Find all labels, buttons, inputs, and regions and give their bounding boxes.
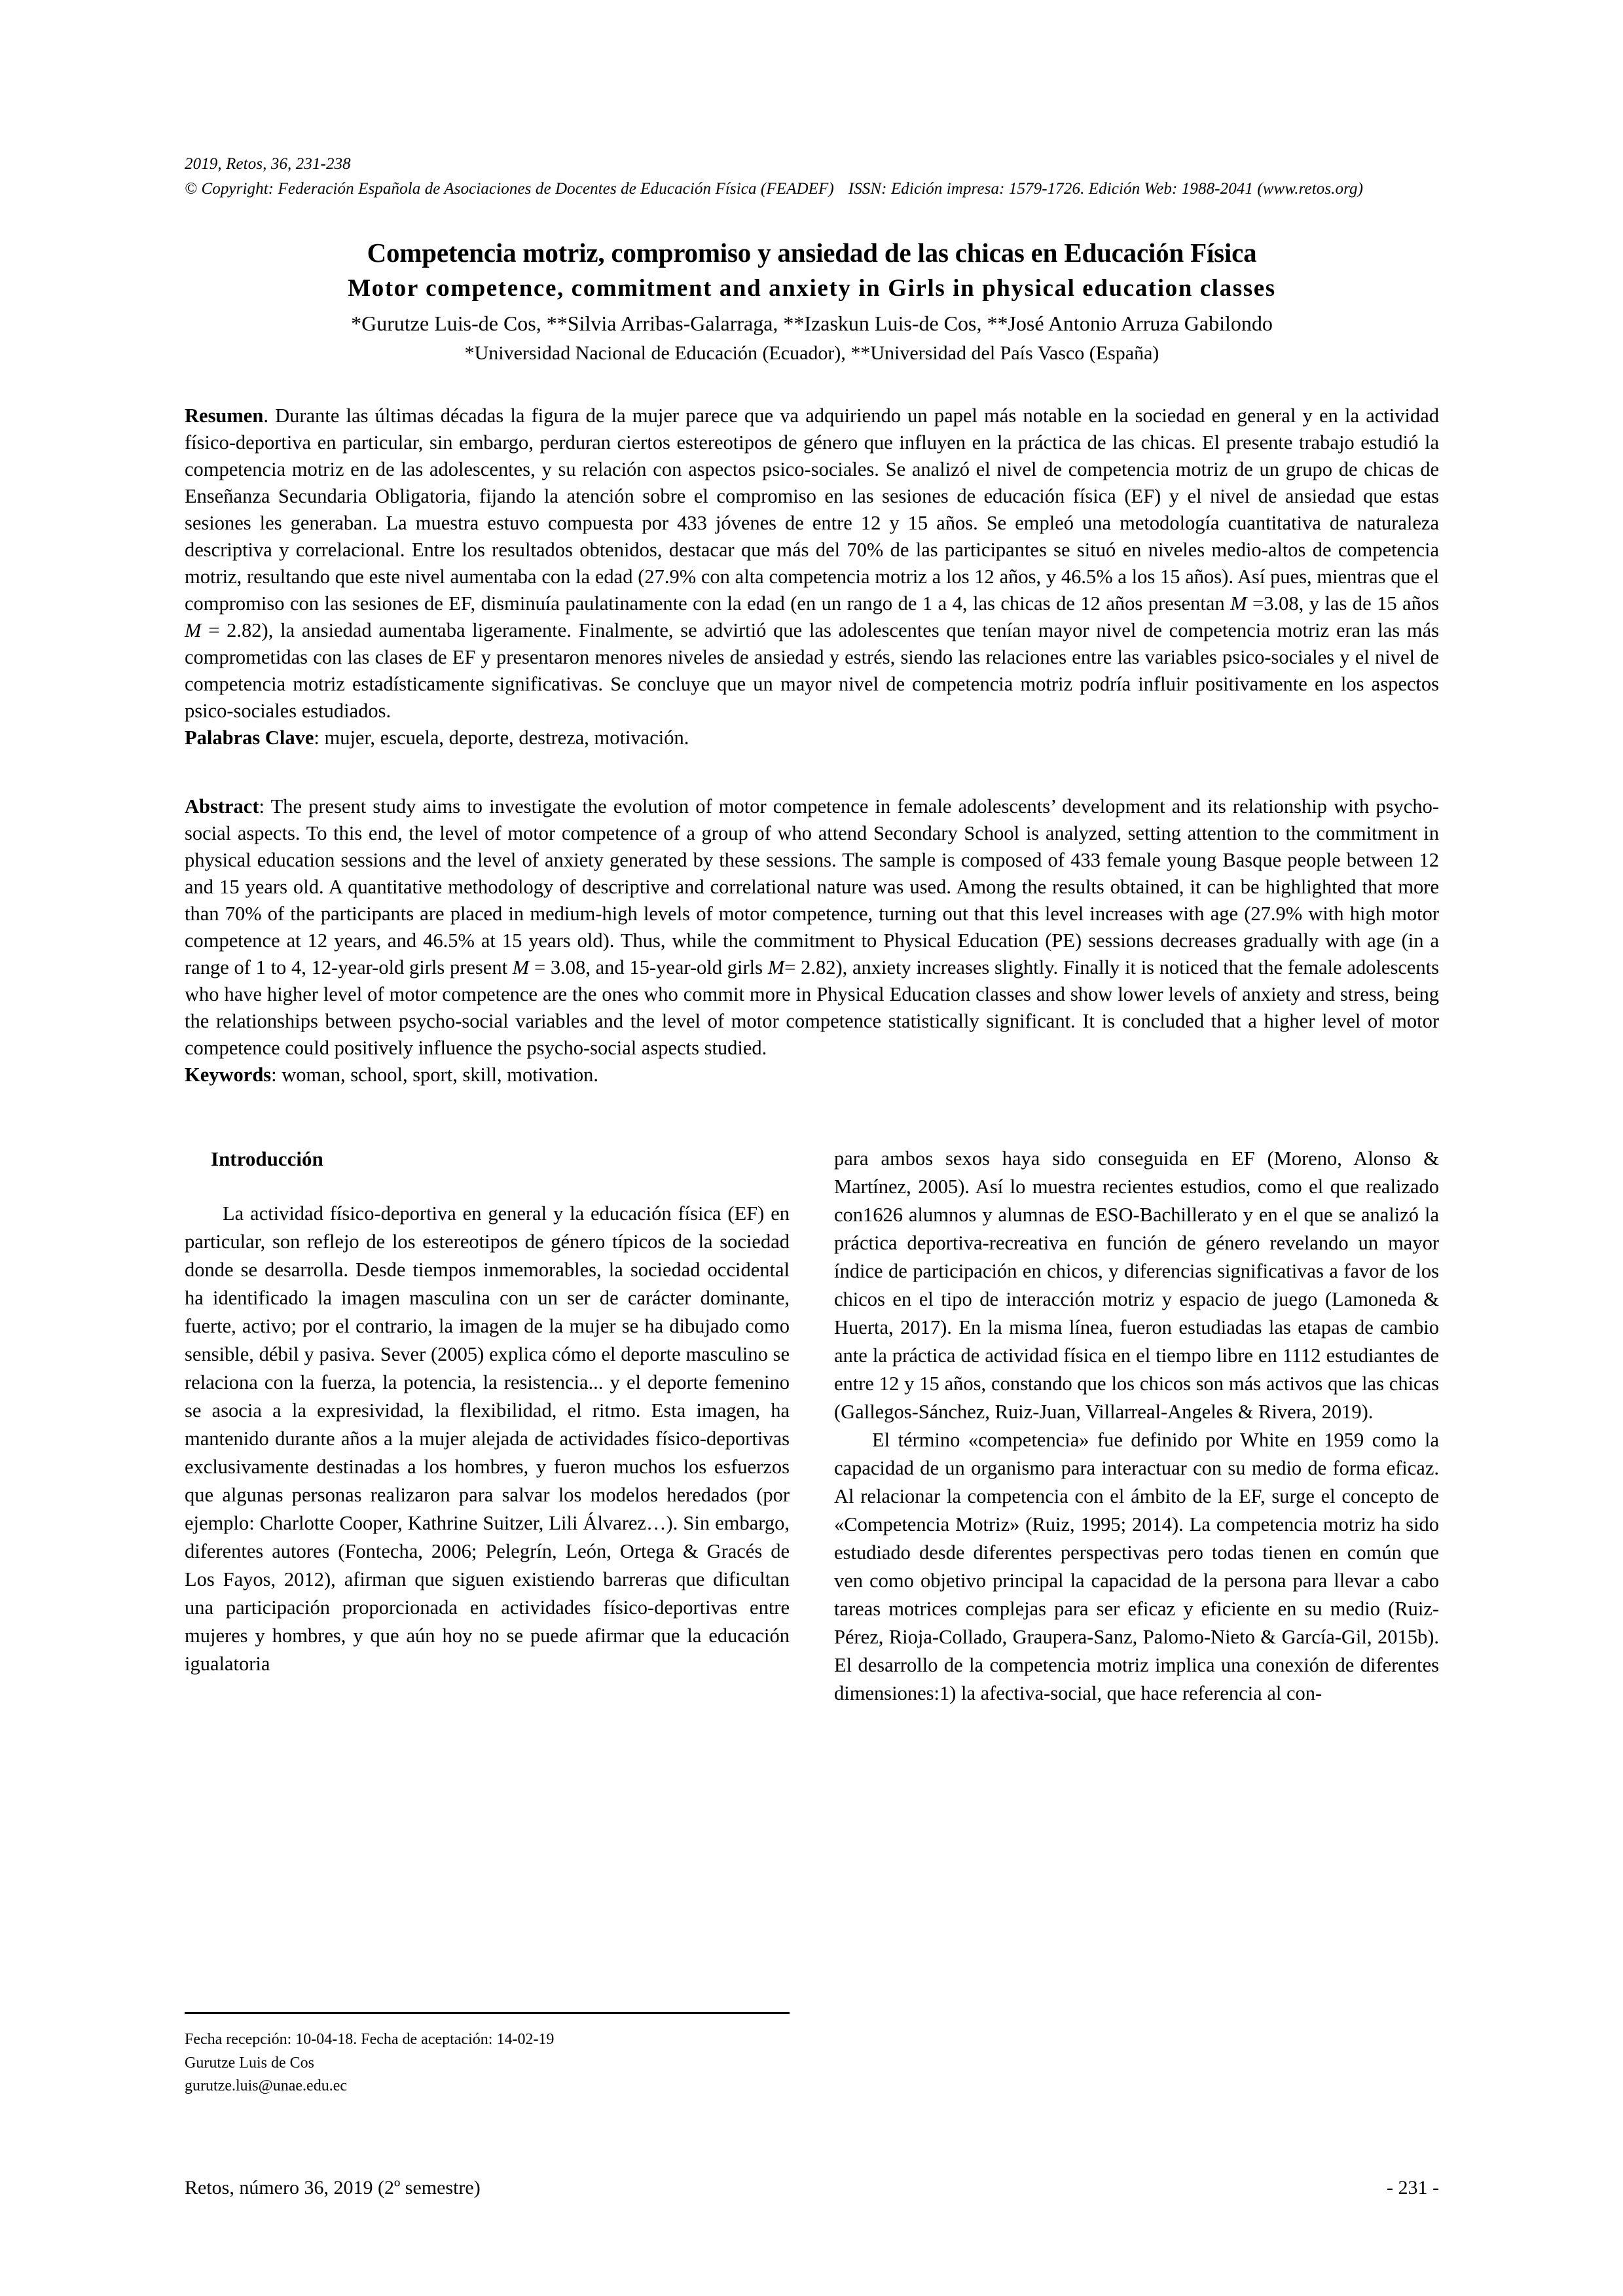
page-content: [185, 152, 1439, 1708]
right-column-paragraph-1: para ambos sexos haya sido conseguida en EF (Moreno, Alonso & Martínez, 2005). Así lo muestra recientes estudios, como el que realizado con1626 alumnos y alumnas de ESO-Bachillerato y en el que se analizó la práctica deportiva-recreativa en función de género revelando un mayor índice de participación en chicos, y diferencias significativas a favor de los chicos en el tipo de interacción motriz y espacio de juego (Lamoneda & Huerta, 2017). En la misma línea, fueron estudiadas las etapas de cambio ante la práctica de actividad física en el tiempo libre en 1112 estudiantes de entre 12 y 15 años, constando que los chicos son más activos que las chicas (Gallegos-Sánchez, Ruiz-Juan, Villarreal-Angeles & Rivera, 2019).: [834, 1147, 1439, 1424]
body-columns: [185, 1145, 1439, 1708]
abstract-text-3: = 2.82), anxiety increases slightly. Finally it is noticed that the female adolescents who have higher level of motor competence are the ones who commit more in Physical Education classes and show lower levels of anxiety and stress, being the relationships between psycho-social variables and the level of motor competence statistically significant. It is concluded that a higher level of motor competence could positively influence the psycho-social aspects studied.: [185, 956, 1440, 1060]
page-title-english: Motor competence, commitment and anxiety in Girls in physical education classes: [348, 275, 1276, 302]
abstract-section: [185, 793, 1439, 1088]
resumen-label: Resumen: [185, 404, 264, 427]
affiliation-list: *Universidad Nacional de Educación (Ecuador), **Universidad del País Vasco (España): [464, 342, 1159, 365]
page-number: - 231 -: [1387, 2177, 1439, 2198]
right-column-paragraph-2: El término «competencia» fue definido por White en 1959 como la capacidad de un organismo para interactuar con su medio de forma eficaz. Al relacionar la competencia con el ámbito de la EF, surge el concepto de «Competencia Motriz» (Ruiz, 1995; 2014). La competencia motriz ha sido estudiado desde diferentes perspectivas pero todas tienen en común que ven como objetivo principal la capacidad de la persona para llevar a cabo tareas motrices complejas para ser eficaz y eficiente en su medio (Ruiz-Pérez, Rioja-Collado, Graupera-Sanz, Palomo-Nieto & García-Gil, 2015b). El desarrollo de la competencia motriz implica una conexión de diferentes dimensiones:1) la afectiva-social, que hace referencia al con-: [834, 1429, 1439, 1705]
abstract-paragraph: [185, 793, 1439, 1062]
left-column-paragraph-1: La actividad físico-deportiva en general y la educación física (EF) en particular, son reflejo de los estereotipos de género típicos de la sociedad donde se desarrolla. Desde tiempos inmemorables, la sociedad occidental ha identificado la imagen masculina con un ser de carácter dominante, fuerte, activo; por el contrario, la imagen de la mujer se ha dibujado como sensible, débil y pasiva. Sever (2005) explica cómo el deporte masculino se relaciona con la fuerza, la potencia, la resistencia... y el deporte femenino se asocia a la expresividad, la flexibilidad, el ritmo. Esta imagen, ha mantenido durante años a la mujer alejada de actividades físico-deportivas exclusivamente destinadas a los hombres, y fueron muchos los esfuerzos que algunas personas realizaron para salvar los modelos heredados (por ejemplo: Charlotte Cooper, Kathrine Suitzer, Lili Álvarez…). Sin embargo, diferentes autores (Fontecha, 2006; Pelegrín, León, Ortega & Gracés de Los Fayos, 2012), afirman que siguen existiendo barreras que dificultan una participación proporcionada en actividades físico-deportivas entre mujeres y hombres, y que aún hoy no se puede afirmar que la educación igualatoria: [185, 1202, 790, 1676]
masthead-copyright: © Copyright: Federación Española de Asociaciones de Docentes de Educación Física (FEADEF): [185, 180, 834, 198]
page-footer-journal: Retos, número 36, 2019 (2º semestre): [185, 2177, 481, 2198]
left-column: [185, 1145, 790, 1708]
resumen-section: [185, 403, 1439, 751]
author-list: *Gurutze Luis-de Cos, **Silvia Arribas-Galarraga, **Izaskun Luis-de Cos, **José Antonio Arruza Gabilondo: [351, 312, 1273, 336]
resumen-m-symbol-1: M: [1230, 592, 1247, 615]
section-heading-introduccion: Introducción: [211, 1147, 323, 1171]
footnote-author: Gurutze Luis de Cos: [185, 2054, 314, 2072]
resumen-text-1: . Durante las últimas décadas la figura de la mujer parece que va adquiriendo un papel más notable en la sociedad en general y en la actividad físico-deportiva en particular, sin embargo, perduran ciertos estereotipos de género que influyen en la práctica de las chicas. El presente trabajo estudió la competencia motriz en de las adolescentes, y su relación con aspectos psico-sociales. Se analizó el nivel de competencia motriz de un grupo de chicas de Enseñanza Secundaria Obligatoria, fijando la atención sobre el compromiso en las sesiones de educación física (EF) y el nivel de ansiedad que estas sesiones les generaban. La muestra estuvo compuesta por 433 jóvenes de entre 12 y 15 años. Se empleó una metodología cuantitativa de naturaleza descriptiva y correlacional. Entre los resultados obtenidos, destacar que más del 70% de las participantes se situó en niveles medio-altos de competencia motriz, resultando que este nivel aumentaba con la edad (27.9% con alta competencia motriz a los 12 años, y 46.5% a los 15 años). Así pues, mientras que el compromiso con las sesiones de EF, disminuía paulatinamente con la edad (en un rango de 1 a 4, las chicas de 12 años presentan: [185, 404, 1439, 615]
abstract-text-1: : The present study aims to investigate the evolution of motor competence in female adolescents’ development and its relationship with psycho-social aspects. To this end, the level of motor competence of a group of who attend Secondary School is analyzed, setting attention to the commitment in physical education sessions and the level of anxiety generated by these sessions. The sample is composed of 433 female young Basque people between 12 and 15 years old. A quantitative methodology of descriptive and correlational nature was used. Among the results obtained, it can be highlighted that more than 70% of the participants are placed in medium-high levels of motor competence, turning out that this level increases with age (27.9% with high motor competence at 12 years, and 46.5% at 15 years old). Thus, while the commitment to Physical Education (PE) sessions decreases gradually with age (in a range of 1 to 4, 12-year-old girls present: [185, 795, 1439, 979]
right-column: [834, 1145, 1439, 1708]
page-title-spanish: Competencia motriz, compromiso y ansiedad de las chicas en Educación Física: [367, 238, 1257, 268]
resumen-paragraph: [185, 403, 1439, 725]
abstract-text-2: = 3.08, and 15-year-old girls: [529, 956, 768, 979]
palabras-clave-label: Palabras Clave: [185, 726, 314, 749]
keywords-paragraph: [185, 1062, 1439, 1088]
palabras-clave-paragraph: [185, 725, 1439, 751]
keywords-text: : woman, school, sport, skill, motivation.: [271, 1064, 599, 1086]
page-footer: [185, 2177, 1439, 2199]
masthead-citation: 2019, Retos, 36, 231-238: [185, 155, 351, 173]
abstract-m-symbol-2: M: [767, 956, 785, 979]
masthead: [185, 152, 1439, 202]
keywords-label: Keywords: [185, 1064, 272, 1086]
resumen-text-3: = 2.82), la ansiedad aumentaba ligeramente. Finalmente, se advirtió que las adolescentes que tenían mayor nivel de competencia motriz eran las más comprometidas con las clases de EF y presentaron menores niveles de ansiedad y estrés, siendo las relaciones entre las variables psico-sociales y el nivel de competencia motriz estadísticamente significativas. Se concluye que un mayor nivel de competencia motriz podría influir positivamente en los aspectos psico-sociales estudiados.: [185, 619, 1439, 723]
footnote-block: [185, 2012, 790, 2098]
resumen-m-symbol-2: M: [185, 619, 202, 642]
title-block: [185, 237, 1439, 366]
masthead-copyright-line: [185, 177, 1439, 202]
resumen-text-2: =3.08, y las de 15 años: [1247, 592, 1439, 615]
abstract-m-symbol-1: M: [512, 956, 530, 979]
palabras-clave-text: : mujer, escuela, deporte, destreza, motivación.: [314, 726, 689, 749]
abstract-label: Abstract: [185, 795, 259, 818]
footnote-divider: [185, 2012, 790, 2014]
masthead-issn: ISSN: Edición impresa: 1579-1726. Edición Web: 1988-2041 (www.retos.org): [848, 180, 1364, 198]
footnote-email: gurutze.luis@unae.edu.ec: [185, 2077, 348, 2095]
footnote-dates: Fecha recepción: 10-04-18. Fecha de aceptación: 14-02-19: [185, 2031, 555, 2048]
